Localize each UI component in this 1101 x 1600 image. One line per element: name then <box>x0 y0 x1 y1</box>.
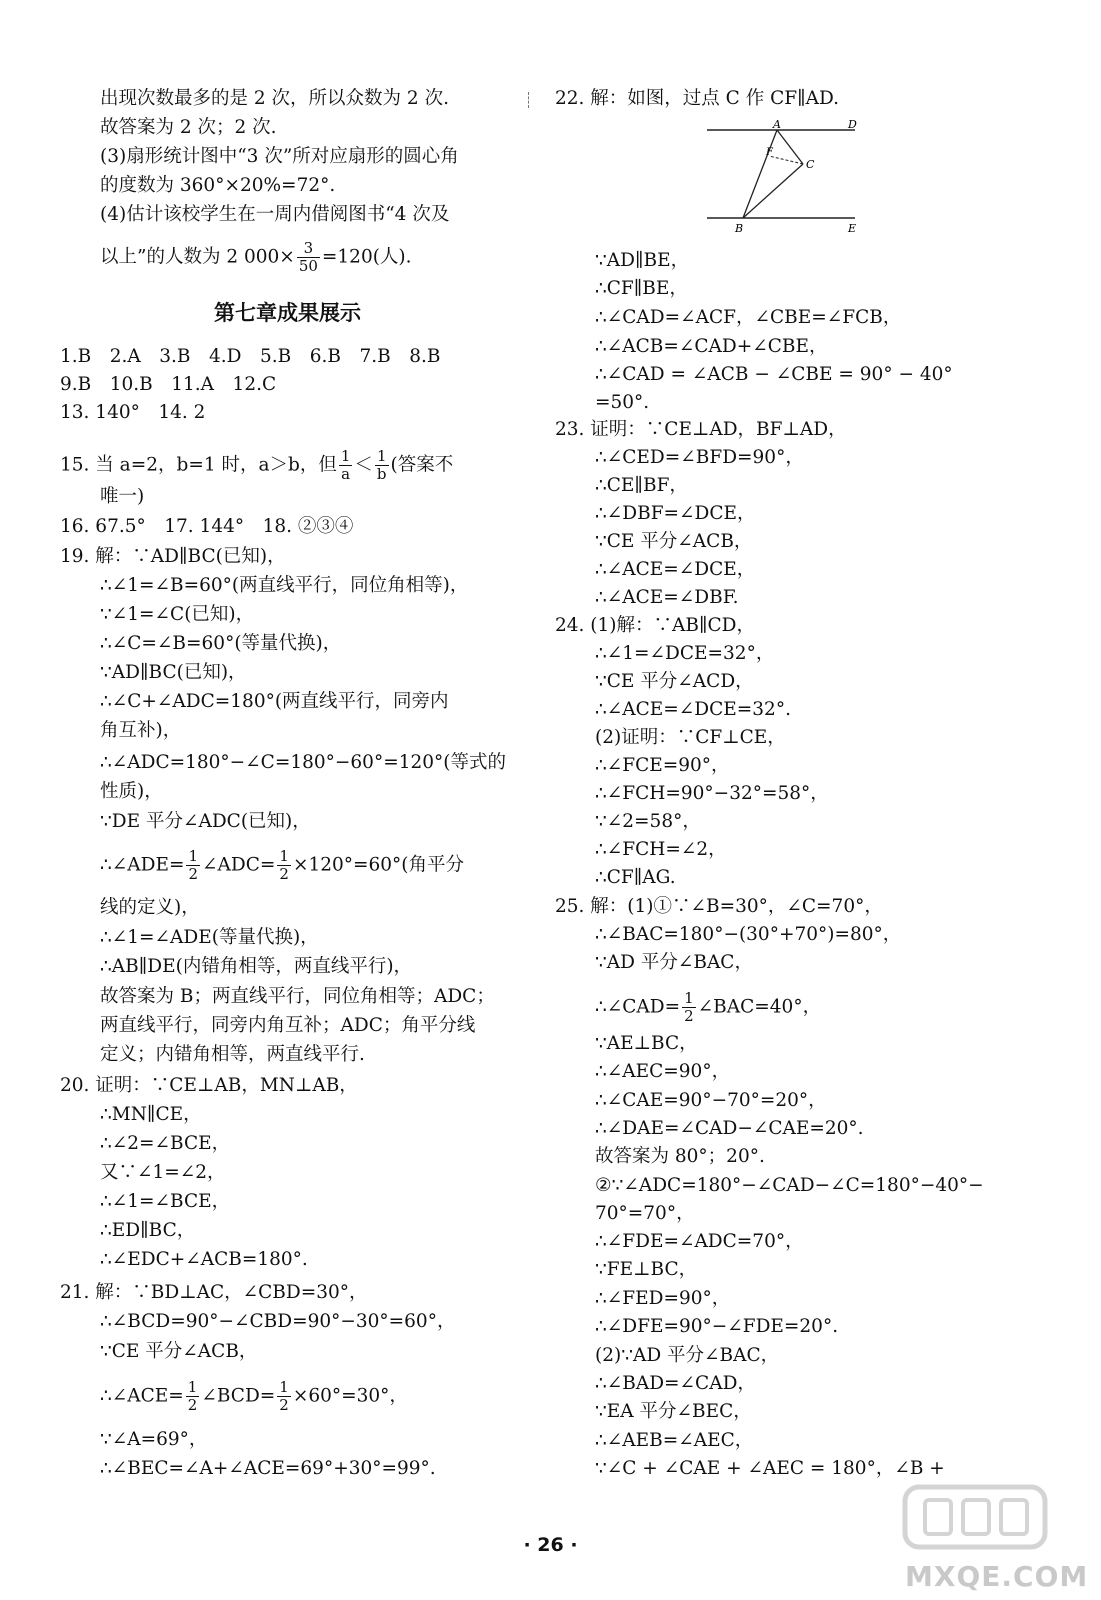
q25-line: (2)∵AD 平分∠BAC， <box>595 1345 780 1366</box>
label-f: F <box>766 147 773 158</box>
fraction: $\frac{1}{2}$ <box>188 847 199 883</box>
q23-line: ∴∠DBF=∠DCE， <box>595 503 756 524</box>
column-divider <box>528 92 529 108</box>
q19-line: 两直线平行，同旁内角互补；ADC；角平分线 <box>100 1015 476 1036</box>
q25-line: ∵∠C + ∠CAE + ∠AEC = 180°，∠B + <box>595 1458 945 1479</box>
text-line: (3)扇形统计图中“3 次”所对应扇形的圆心角 <box>100 146 459 167</box>
watermark-text: MXQE.COM <box>905 1560 1089 1593</box>
q22-line: ∵AD∥BE， <box>595 250 690 271</box>
q22-line: ∴∠CAD=∠ACF，∠CBE=∠FCB， <box>595 307 902 328</box>
q19-line: ∴∠C=∠B=60°(等量代换)， <box>100 633 342 654</box>
text-line: 的度数为 360°×20%=72°. <box>100 175 336 196</box>
q21-line: ∴∠BEC=∠A+∠ACE=69°+30°=99°. <box>100 1458 436 1479</box>
q25-line: ②∵∠ADC=180°−∠CAD−∠C=180°−40°− <box>595 1175 984 1196</box>
q20-line: ∴∠1=∠BCE， <box>100 1191 231 1212</box>
watermark-logo-icon <box>895 1482 1055 1557</box>
q25-line: ∴∠AEB=∠AEC， <box>595 1430 754 1451</box>
q25-line: ∴∠BAC=180°−(30°+70°)=80°， <box>595 924 902 945</box>
q20-line: ∴MN∥CE， <box>100 1104 202 1125</box>
q21-line: ∴∠BCD=90°−∠CBD=90°−30°=60°， <box>100 1311 456 1332</box>
label-c: C <box>806 158 815 171</box>
q21-line: ∵∠A=69°， <box>100 1429 208 1450</box>
fraction: $\frac{1}{a}$ <box>340 447 351 483</box>
q25-line: 70°=70°， <box>595 1203 695 1224</box>
q22-line: ∴CF∥BE， <box>595 278 688 299</box>
fraction: $\frac{1}{2}$ <box>187 1378 198 1414</box>
q25-line: ∵EA 平分∠BEC， <box>595 1401 752 1422</box>
q19-line: 定义；内错角相等，两直线平行. <box>100 1044 365 1065</box>
q25-line: ∵FE⊥BC， <box>595 1259 698 1280</box>
q25-line: 故答案为 80°；20°. <box>595 1146 765 1167</box>
fraction: $\frac{1}{2}$ <box>684 989 694 1025</box>
q23-line: ∴∠ACE=∠DCE， <box>595 559 756 580</box>
q25-line: ∴∠FDE=∠ADC=70°， <box>595 1231 804 1252</box>
segment-bc <box>743 164 803 218</box>
q22-line: ∴∠CAD = ∠ACB − ∠CBE = 90° − 40° <box>595 364 953 385</box>
answer-line: 9.B 10.B 11.A 12.C <box>60 374 277 395</box>
q21-line-with-fraction: ∴∠ACE= $\frac{1}{2}$ ∠BCD= $\frac{1}{2}$ ×60°=30°， <box>100 1378 408 1414</box>
q24-line: ∴∠ACE=∠DCE=32°. <box>595 699 791 720</box>
q23-line: ∴∠CED=∠BFD=90°， <box>595 447 804 468</box>
answer-line: 1.B 2.A 3.B 4.D 5.B 6.B 7.B 8.B <box>60 346 441 367</box>
q24-line: ∴∠FCH=90°−32°=58°， <box>595 783 829 804</box>
q23-line: ∴∠ACE=∠DBF. <box>595 587 739 608</box>
label-a: A <box>773 120 781 131</box>
q19-line: ∵AD∥BC(已知)， <box>100 662 247 683</box>
q19-line: ∴∠1=∠ADE(等量代换)， <box>100 927 319 948</box>
geometry-figure <box>705 120 865 238</box>
q23-line: ∴CE∥BF， <box>595 475 688 496</box>
q19-line: ∵∠1=∠C(已知)， <box>100 604 255 625</box>
q19-line: ∵DE 平分∠ADC(已知)， <box>100 811 311 832</box>
q20-line: ∴∠2=∠BCE， <box>100 1133 231 1154</box>
q22-line: =50°. <box>595 392 650 413</box>
answer-line-with-fraction: 15. 当 a=2，b=1 时，a＞b，但 $\frac{1}{a}$ ＜ $\frac{1}{b}$ (答案不 <box>60 447 454 483</box>
q24-line: ∵∠2=58°， <box>595 811 701 832</box>
answer-line: 唯一) <box>100 486 145 507</box>
text-line-with-fraction: 以上”的人数为 2 000× $\frac{3}{50}$ =120(人). <box>100 239 412 275</box>
q24-line: ∵CE 平分∠ACD， <box>595 671 754 692</box>
q22-line: ∴∠ACB=∠CAD+∠CBE， <box>595 336 828 357</box>
text-line: 故答案为 2 次；2 次. <box>100 117 277 138</box>
fraction: $\frac{1}{2}$ <box>279 847 289 883</box>
answer-line: 16. 67.5° 17. 144° 18. ②③④ <box>60 516 354 537</box>
label-d: D <box>848 120 857 131</box>
q25-line: ∴∠CAE=90°−70°=20°， <box>595 1090 827 1111</box>
q23-line: 23. 证明：∵CE⊥AD，BF⊥AD， <box>555 419 847 440</box>
q20-line: 又∵∠1=∠2， <box>100 1162 226 1183</box>
q25-line: ∵AD 平分∠BAC， <box>595 952 753 973</box>
q21-line: ∵CE 平分∠ACB， <box>100 1341 258 1362</box>
chapter-heading: 第七章成果展示 <box>214 301 361 325</box>
text-line: (4)估计该校学生在一周内借阅图书“4 次及 <box>100 204 450 225</box>
q25-line: ∴∠AEC=90°， <box>595 1061 731 1082</box>
q25-line-with-fraction: ∴∠CAD= $\frac{1}{2}$ ∠BAC=40°， <box>595 989 822 1025</box>
q23-line: ∵CE 平分∠ACB， <box>595 531 753 552</box>
q22-line: 22. 解：如图，过点 C 作 CF∥AD. <box>555 88 840 109</box>
q20-line: ∴∠EDC+∠ACB=180°. <box>100 1249 308 1270</box>
q19-line: 线的定义)， <box>100 897 200 918</box>
q24-line: 24. (1)解：∵AB∥CD， <box>555 615 755 636</box>
label-b: B <box>735 222 744 235</box>
q25-line: ∵AE⊥BC， <box>595 1033 698 1054</box>
q25-line: ∴∠DAE=∠CAD−∠CAE=20°. <box>595 1118 864 1139</box>
q19-line: 19. 解：∵AD∥BC(已知)， <box>60 546 286 567</box>
segment-ab <box>743 130 777 218</box>
label-e: E <box>848 222 857 235</box>
q25-line: ∴∠FED=90°， <box>595 1288 731 1309</box>
page-number: · 26 · <box>523 1534 578 1556</box>
q19-line: 故答案为 B；两直线平行，同位角相等；ADC； <box>100 986 495 1007</box>
fraction: $\frac{1}{2}$ <box>279 1378 289 1414</box>
q25-line: ∴∠DFE=90°−∠FDE=20°. <box>595 1316 839 1337</box>
q24-line: ∴∠FCE=90°， <box>595 755 730 776</box>
q19-line: ∴∠C+∠ADC=180°(两直线平行，同旁内 <box>100 691 449 712</box>
q19-line: 角互补)， <box>100 720 182 741</box>
fraction: $\frac{3}{50}$ <box>298 239 318 275</box>
answer-line: 13. 140° 14. 2 <box>60 402 206 423</box>
text-line: 出现次数最多的是 2 次，所以众数为 2 次. <box>100 88 449 109</box>
q24-line: ∴∠FCH=∠2， <box>595 839 727 860</box>
q19-line: ∴∠1=∠B=60°(两直线平行，同位角相等)， <box>100 575 469 596</box>
q24-line: ∴CF∥AG. <box>595 867 676 888</box>
q19-line: 性质)， <box>100 781 163 802</box>
q20-line: 20. 证明：∵CE⊥AB，MN⊥AB， <box>60 1075 358 1096</box>
q19-line-with-fraction: ∴∠ADE= $\frac{1}{2}$ ∠ADC= $\frac{1}{2}$ ×120°=60°(角平分 <box>100 847 465 883</box>
q19-line: ∴∠ADC=180°−∠C=180°−60°=120°(等式的 <box>100 752 506 773</box>
q20-line: ∴ED∥BC， <box>100 1220 196 1241</box>
q21-line: 21. 解：∵BD⊥AC，∠CBD=30°， <box>60 1282 368 1303</box>
q24-line: (2)证明：∵CF⊥CE， <box>595 727 786 748</box>
q19-line: ∴AB∥DE(内错角相等，两直线平行)， <box>100 956 413 977</box>
q25-line: 25. 解：(1)①∵∠B=30°，∠C=70°， <box>555 896 883 917</box>
q24-line: ∴∠1=∠DCE=32°， <box>595 643 775 664</box>
q25-line: ∴∠BAD=∠CAD， <box>595 1373 756 1394</box>
fraction: $\frac{1}{b}$ <box>376 447 387 483</box>
